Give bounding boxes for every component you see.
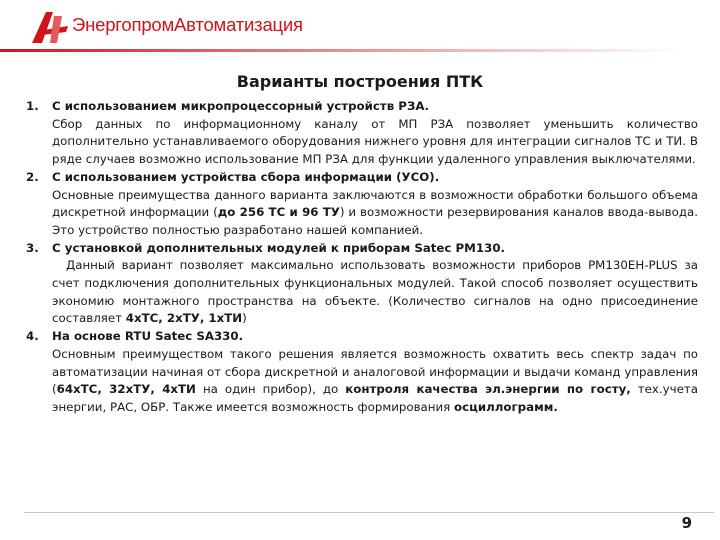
item-title: На основе RTU Satec SA330.: [52, 329, 244, 344]
body-text: Основные преимущества данного варианта заключаются в возможности обработки большого объема дискретной информации (: [52, 187, 698, 220]
body-emphasis: осциллограмм.: [454, 399, 558, 414]
body-emphasis: 64хТС, 32хТУ, 4хТИ: [56, 382, 196, 397]
company-name: ЭнергопромАвтоматизация: [72, 14, 303, 35]
body-text: ): [242, 311, 247, 326]
body-text: на один прибор), до: [195, 382, 346, 397]
body-text: тех.учета энергии, РАС, ОБР. Также имеется возможность формирования: [52, 382, 698, 414]
list-item: [22, 169, 698, 240]
body-text: Основным преимуществом такого решения является возможность охватить весь спектр задач по автоматизации начиная от сбора дискретной и аналоговой информации и выдачи команд управления (: [52, 346, 698, 397]
content-list: [22, 98, 698, 417]
item-number: 3.: [26, 240, 39, 255]
item-title: С использованием микропроцессорный устройств РЗА.: [52, 99, 429, 113]
header-divider: [0, 49, 720, 52]
slide-header: [0, 0, 720, 60]
body-emphasis: контроля качества эл.энергии по госту,: [345, 382, 631, 397]
item-body: Сбор данных по информационному каналу от МП РЗА позволяет уменьшить количество дополнительно устанавливаемого оборудования нижнего уровня для интеграции сигналов ТС и ТИ. В ряде случаев возможно использование МП РЗА для функции удаленного управления выключателями.: [52, 116, 698, 167]
company-logo-icon: [30, 10, 70, 44]
item-body: [52, 187, 698, 240]
slide-title: Варианты построения ПТК: [236, 72, 484, 91]
body-emphasis: до 256 ТС и 96 ТУ: [217, 205, 340, 220]
list-item: [22, 328, 698, 417]
body-text: Данный вариант позволяет максимально использовать возможности приборов PM130EH-PLUS за счет подключения дополнительных функциональных модулей. Такой способ позволяет осуществить экономию монтажного пространства на объекте. (Количество сигналов на одно присоединение составляет: [52, 258, 698, 326]
list-item: [22, 98, 698, 169]
body-text: ) и возможности резервирования каналов ввода-вывода. Это устройство полностью разработано нашей компанией.: [52, 205, 698, 237]
body-emphasis: 4хТС, 2хТУ, 1хТИ: [125, 311, 243, 326]
item-number: 1.: [26, 99, 39, 113]
item-body: [52, 257, 698, 328]
item-body: [52, 346, 698, 417]
item-number: 4.: [26, 329, 39, 344]
page-number: 9: [681, 514, 692, 532]
footer-divider: [24, 512, 714, 513]
item-title: С установкой дополнительных модулей к приборам Satec PM130.: [52, 240, 506, 255]
item-title: С использованием устройства сбора информации (УСО).: [52, 169, 440, 184]
list-item: [22, 240, 698, 329]
item-number: 2.: [26, 169, 39, 184]
